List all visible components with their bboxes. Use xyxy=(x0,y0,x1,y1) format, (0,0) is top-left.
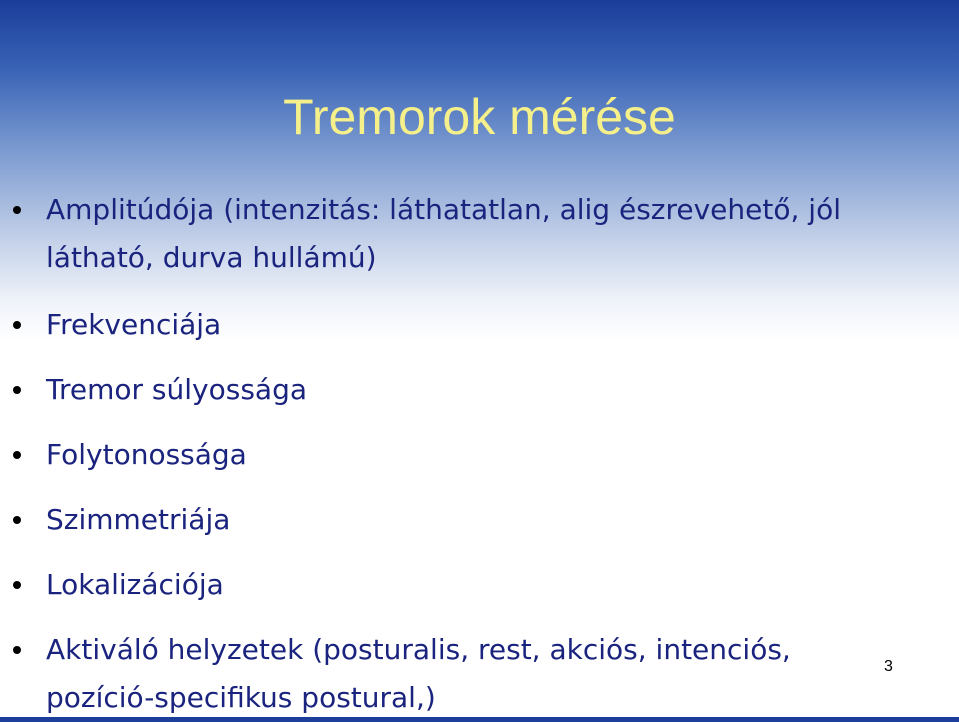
bullet-text: Aktiváló helyzetek (posturalis, rest, akciós, intenciós, pozíció-specifikus postural,) xyxy=(46,633,791,714)
bullet-text: Tremor súlyossága xyxy=(46,373,308,406)
bullet-dot-icon xyxy=(13,386,21,394)
bullet-text: Amplitúdója (intenzitás: láthatatlan, alig észrevehető, jól látható, durva hullámú) xyxy=(46,193,841,274)
bullet-text: Szimmetriája xyxy=(46,503,231,536)
bullet-dot-icon xyxy=(13,581,21,589)
page-number: 3 xyxy=(884,658,893,675)
bullet-dot-icon xyxy=(13,646,21,654)
bullet-text: Lokalizációja xyxy=(46,568,224,601)
bullet-dot-icon xyxy=(13,516,21,524)
slide-title-text: Tremorok mérése xyxy=(283,89,676,145)
bullet-dot-icon xyxy=(13,451,21,459)
bullet-text: Folytonossága xyxy=(46,438,247,471)
bullet-dot-icon xyxy=(13,206,21,214)
bullet-text: Frekvenciája xyxy=(46,308,222,341)
bullet-dot-icon xyxy=(13,321,21,329)
